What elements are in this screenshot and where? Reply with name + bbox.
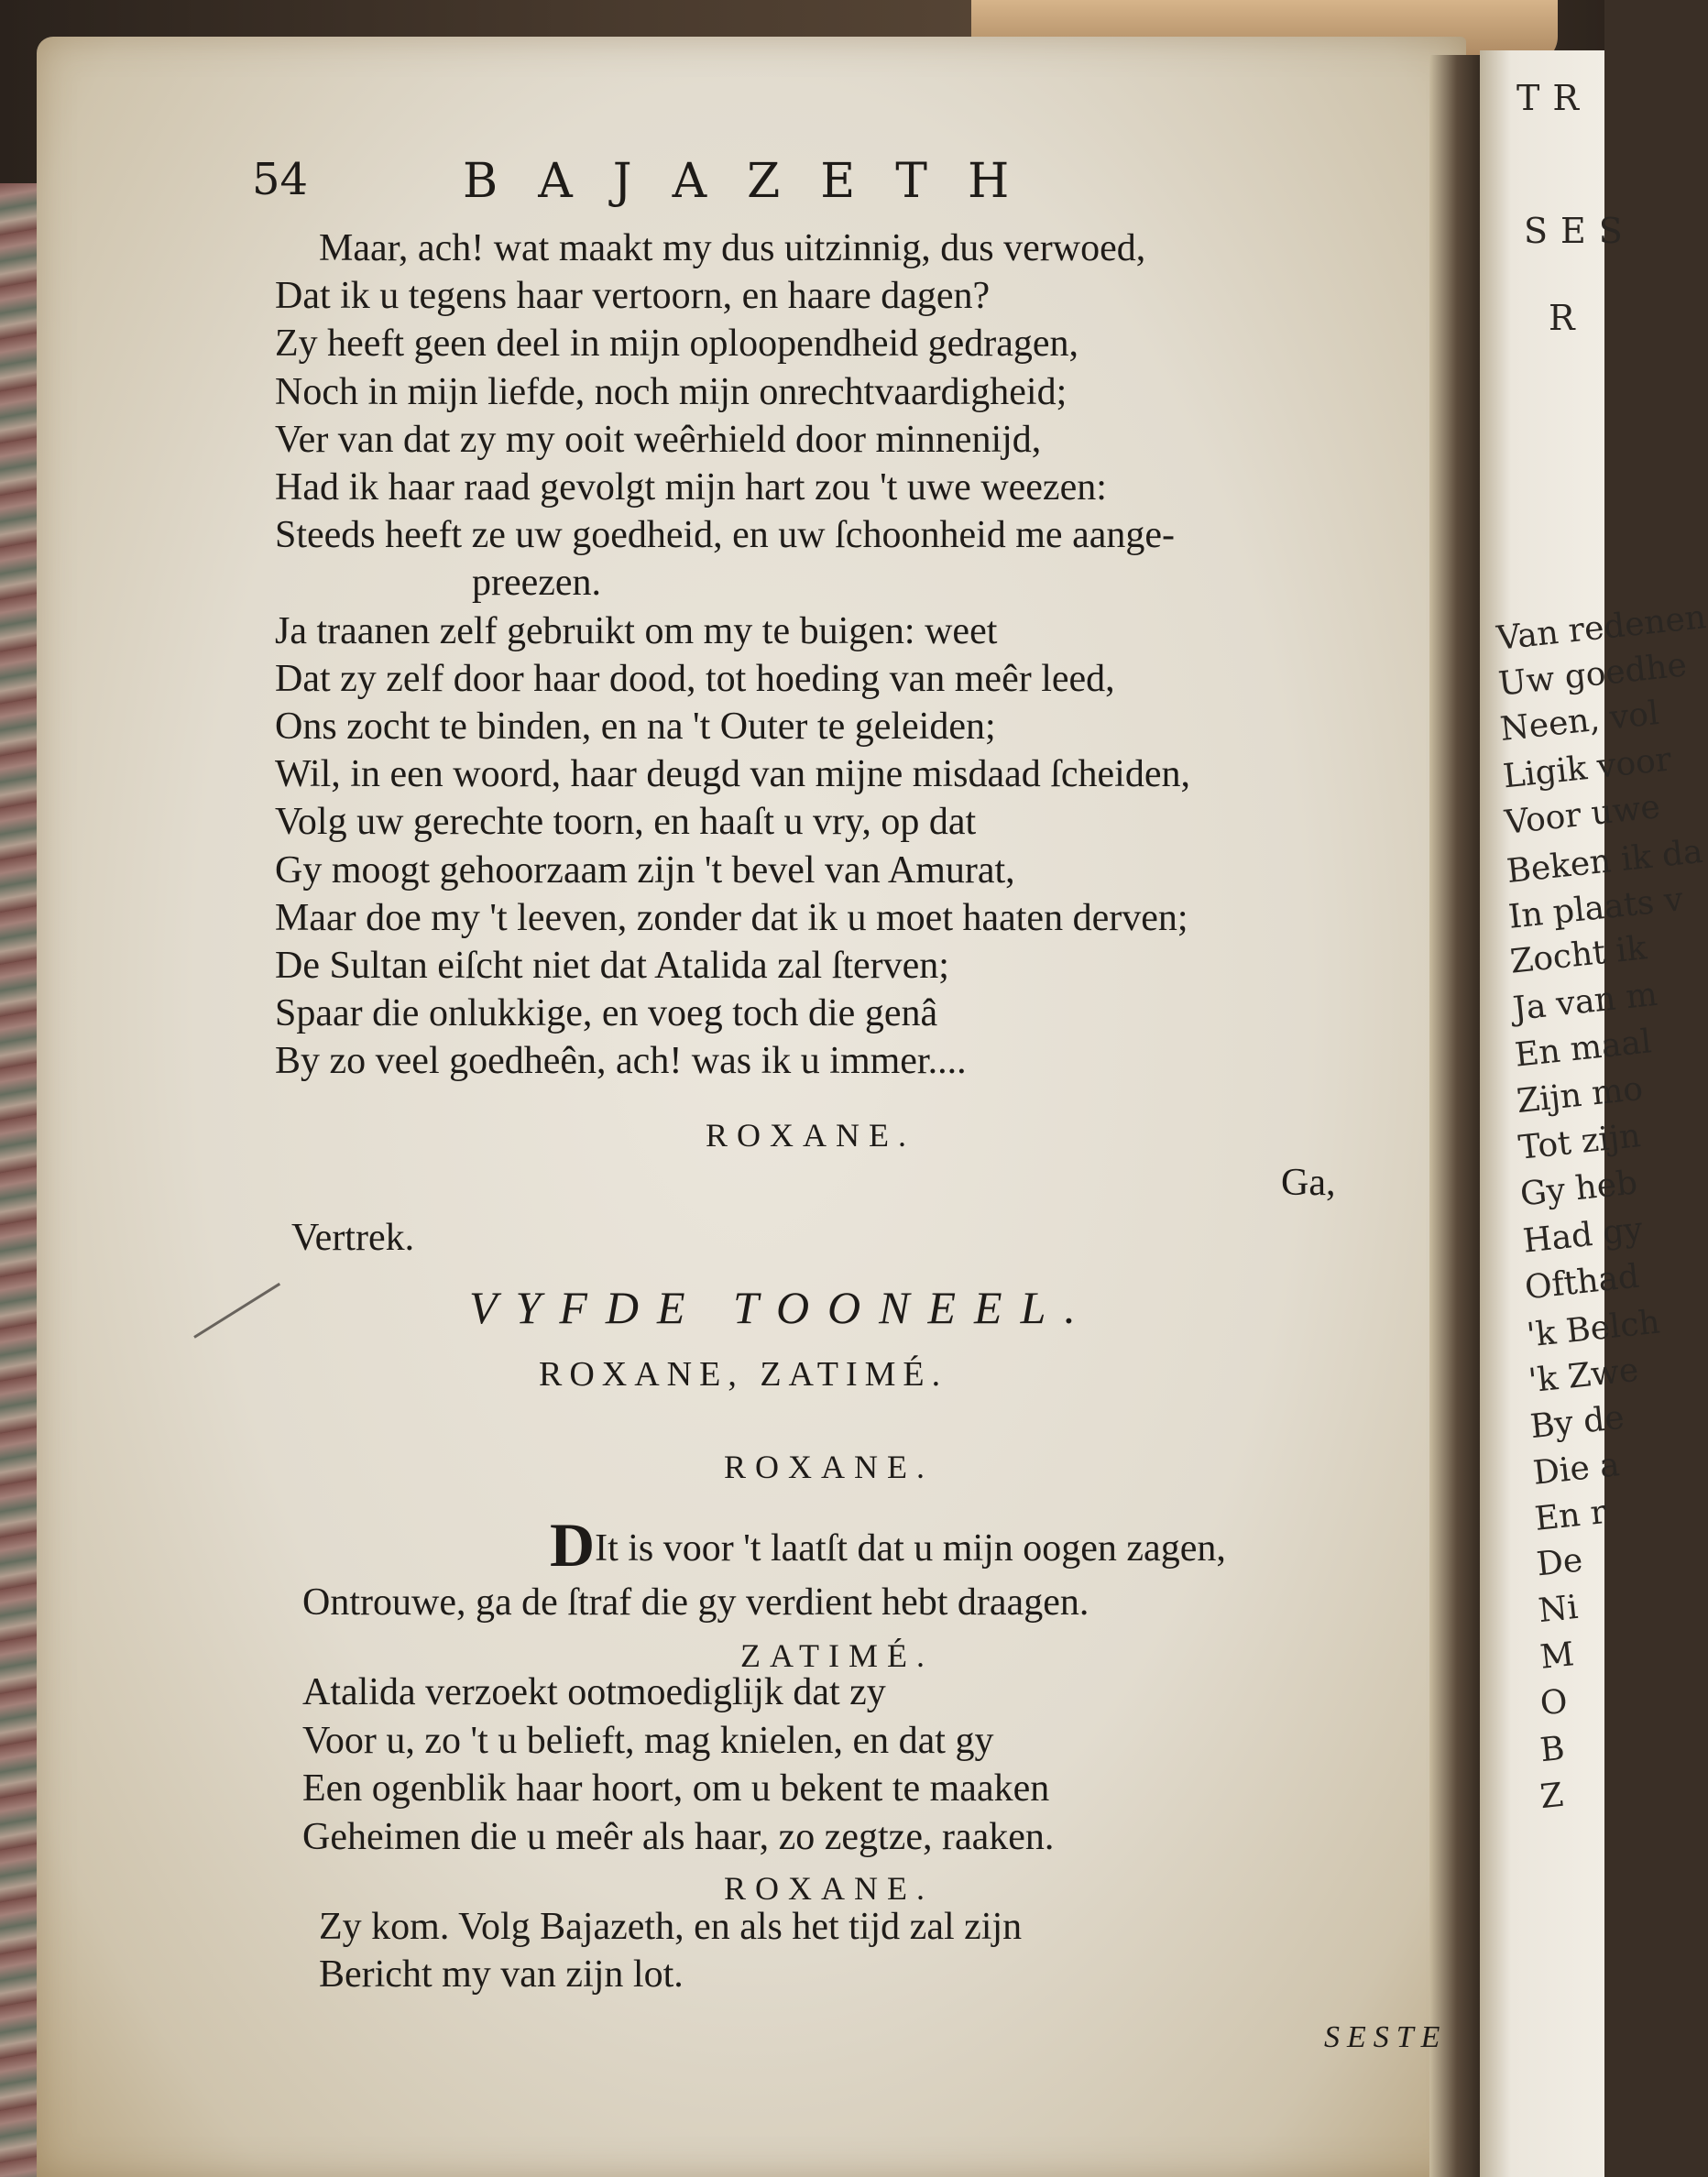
drop-cap: D [550, 1510, 596, 1580]
verse-line: Een ogenblik haar hoort, om u bekent te maaken [302, 1767, 1050, 1810]
facing-line-fragment: Zocht ik [1508, 929, 1649, 981]
facing-line-fragment: Ni [1537, 1588, 1581, 1631]
facing-heading: TR [1516, 78, 1592, 118]
book-gutter [1429, 55, 1484, 2177]
running-title: BAJAZETH [463, 154, 1050, 209]
scene-title: VYFDE TOONEEL. [469, 1282, 1094, 1333]
verse-line: Volg uw gerechte toorn, en haaſt u vry, op dat [275, 801, 977, 844]
facing-line-fragment: 'k Belch [1525, 1303, 1662, 1355]
catchword: SESTE [1324, 2020, 1448, 2054]
verse-line: Geheimen die u meêr als haar, zo zegtze, raaken. [302, 1815, 1055, 1858]
facing-line-fragment: O [1538, 1682, 1570, 1723]
speaker-roxane: ROXANE. [724, 1449, 934, 1485]
verse-line: Atalida verzoekt ootmoediglijk dat zy [302, 1671, 886, 1713]
verse-line: Ver van dat zy my ooit weêrhield door minnenijd, [275, 418, 1042, 461]
verse-line: Zy kom. Volg Bajazeth, en als het tijd zal zijn [319, 1906, 1023, 1948]
verse-line: Maar doe my 't leeven, zonder dat ik u moet haaten derven; [275, 896, 1188, 939]
verse-line: Dat ik u tegens haar vertoorn, en haare dagen? [275, 275, 991, 318]
verse-line: Had ik haar raad gevolgt mijn hart zou 't uwe weezen: [275, 466, 1107, 509]
verse-line: Voor u, zo 't u belieft, mag knielen, en dat gy [302, 1719, 994, 1762]
facing-line-fragment: Zijn mo [1515, 1069, 1645, 1121]
verse-line: Maar, ach! wat maakt my dus uitzinnig, dus verwoed, [319, 227, 1146, 269]
facing-line-fragment: Ligik voor [1500, 740, 1673, 796]
speaker-roxane: ROXANE. [706, 1117, 915, 1154]
verse-line: preezen. [472, 562, 602, 605]
facing-line-fragment: Neen, vol [1498, 695, 1661, 749]
verse-line: Bericht my van zijn lot. [319, 1953, 684, 1996]
verse-line: Noch in mijn liefde, noch mijn onrechtvaardigheid; [275, 370, 1068, 413]
facing-line-fragment: M [1538, 1635, 1577, 1677]
facing-page [1480, 50, 1708, 2177]
facing-line-fragment: Z [1538, 1776, 1566, 1817]
facing-line-fragment: B [1538, 1729, 1567, 1770]
verse-line: Ontrouwe, ga de ſtraf die gy verdient hebt draagen. [302, 1581, 1089, 1624]
speaker-roxane: ROXANE. [724, 1870, 934, 1907]
verse-line: Dat zy zelf door haar dood, tot hoeding van meêr leed, [275, 657, 1115, 700]
running-header [252, 154, 1214, 218]
facing-line-fragment: Ofthad [1522, 1257, 1641, 1307]
speaker-zatime: ZATIMÉ. [740, 1637, 934, 1674]
facing-line-fragment: Gy heb [1518, 1164, 1640, 1214]
facing-heading: SES [1524, 211, 1636, 251]
verse-line: Steeds heeft ze uw goedheid, en uw ſchoonheid me aange- [275, 514, 1175, 557]
facing-line-fragment: De [1534, 1541, 1585, 1584]
verse-line: Vertrek. [291, 1217, 415, 1259]
verse-line: Zy heeft geen deel in mijn oploopendheid gedragen, [275, 323, 1079, 366]
verse-line: Wil, in een woord, haar deugd van mijne misdaad ſcheiden, [275, 753, 1190, 796]
facing-line-fragment: En maal [1513, 1023, 1654, 1075]
verse-line: Ja traanen zelf gebruikt om my te buigen: weet [275, 609, 998, 652]
facing-line-fragment: Voor uwe [1503, 788, 1662, 842]
verse-line: Spaar die onlukkige, en voeg toch die genâ [275, 992, 938, 1035]
facing-line-fragment: In plaats v [1506, 881, 1685, 936]
verse-line: Gy moogt gehoorzaam zijn 't bevel van Amurat, [275, 848, 1015, 892]
verse-line: Ga, [1281, 1162, 1336, 1204]
facing-heading: R [1549, 298, 1588, 338]
verse-line: By zo veel goedheên, ach! was ik u immer.... [275, 1040, 967, 1083]
facing-line-fragment: Ja van m [1510, 975, 1659, 1029]
verse-line: Ons zocht te binden, en na 't Outer te geleiden; [275, 706, 996, 748]
verse-line [550, 1510, 1226, 1580]
page-number: 54 [252, 154, 309, 205]
facing-line-fragment: En r [1532, 1493, 1608, 1538]
verse-line: De Sultan eiſcht niet dat Atalida zal ſterven; [275, 945, 949, 987]
facing-line-fragment: Tot zijn [1516, 1117, 1643, 1167]
facing-line-fragment: Had gy [1520, 1210, 1645, 1261]
facing-line-fragment: By de [1528, 1398, 1626, 1447]
scene-cast: ROXANE, ZATIMÉ. [539, 1355, 948, 1394]
facing-line-fragment: 'k Zwe [1527, 1351, 1641, 1401]
verse-text: It is voor 't laatſt dat u mijn oogen zagen, [595, 1527, 1226, 1570]
facing-line-fragment: Van redenen [1494, 598, 1708, 658]
facing-line-fragment: Die a [1530, 1446, 1622, 1493]
facing-line-fragment: Beken ik da [1505, 832, 1705, 892]
facing-line-fragment: Uw goedhe [1496, 646, 1689, 704]
